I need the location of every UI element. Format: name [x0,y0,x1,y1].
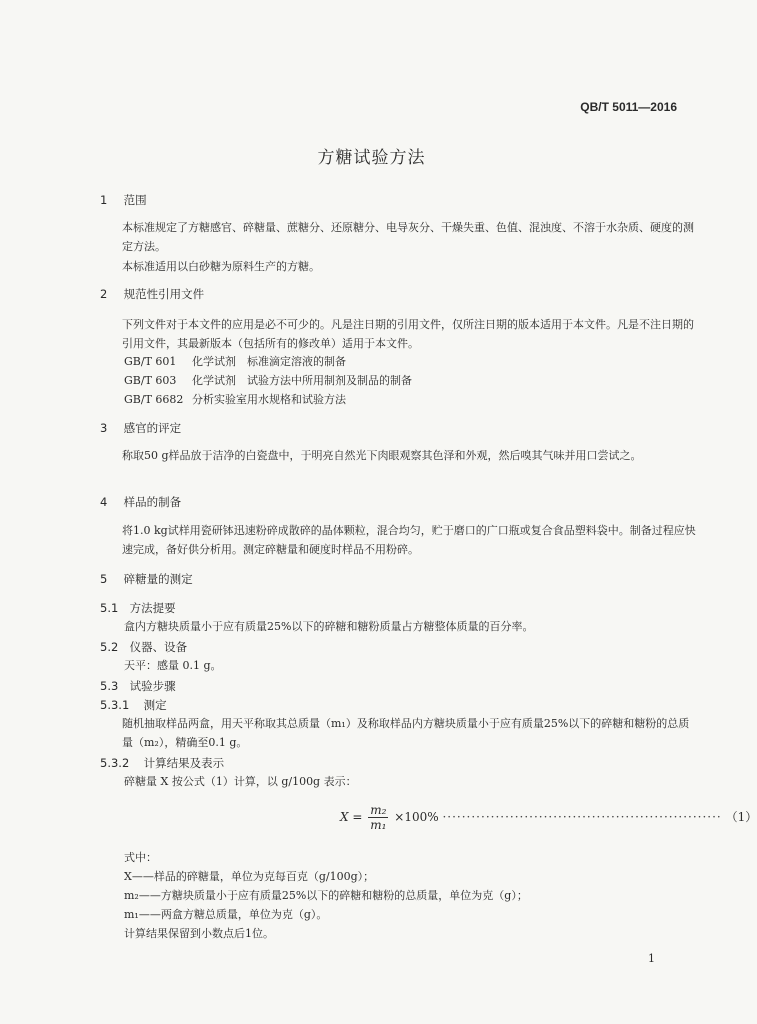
section-1-heading [100,192,147,208]
section-5-3-2-number: 5.3.2 [100,756,130,770]
section-5-3-1-heading [100,697,167,713]
formula-lhs: X = [340,810,363,824]
section-2-paragraph-1: 下列文件对于本文件的应用是必不可少的。凡是注日期的引用文件，仅所注日期的版本适用于本文件。凡是不注日期的引用文件，其最新版本（包括所有的修改单）适用于本文件。 [122,318,694,350]
section-5-number: 5 [100,572,108,586]
where-item: m₂——方糖块质量小于应有质量25%以下的碎糖和糖粉的总质量，单位为克（g）； [124,889,528,902]
section-2-heading [100,286,204,302]
standard-code: QB/T 5011—2016 [580,100,677,114]
section-5-2-number: 5.2 [100,640,119,654]
section-5-3-1-number: 5.3.1 [100,698,130,712]
formula-dots: ·························································· [442,810,722,824]
section-5-2-paragraph: 天平：感量 0.1 g。 [124,659,222,672]
section-5-3-title: 试验步骤 [129,679,176,693]
section-5-3-1-paragraph: 随机抽取样品两盒，用天平称取其总质量（m₁）及称取样品内方糖块质量小于应有质量25%以下的碎糖和糖粉的总质量（m₂），精确至0.1 g。 [122,717,690,749]
section-5-3-number: 5.3 [100,679,119,693]
section-1-paragraph-1: 本标准规定了方糖感官、碎糖量、蔗糖分、还原糖分、电导灰分、干燥失重、色值、混浊度、不溶于水杂质、硬度的测定方法。 [122,221,694,253]
reference-item [124,353,346,369]
section-5-1-paragraph: 盒内方糖块质量小于应有质量25%以下的碎糖和糖粉质量占方糖整体质量的百分率。 [124,620,534,633]
page-title: 方糖试验方法 [317,148,426,168]
section-5-heading [100,571,193,587]
where-note: 计算结果保留到小数点后1位。 [124,927,274,940]
page-number: 1 [648,952,655,965]
where-intro: 式中： [124,851,157,864]
section-5-1-title: 方法提要 [129,601,176,615]
section-3-number: 3 [100,421,108,435]
formula-fraction [368,803,388,832]
reference-code: GB/T 603 [124,374,177,387]
section-4-paragraph-1: 将1.0 kg试样用瓷研钵迅速粉碎成散碎的晶体颗粒，混合均匀，贮于磨口的广口瓶或复合食品塑料袋中。制备过程应快速完成，备好供分析用。测定碎糖量和硬度时样品不用粉碎。 [122,524,696,556]
section-5-3-2-heading [100,755,224,771]
reference-title: 分析实验室用水规格和试验方法 [192,393,346,406]
reference-title: 化学试剂 标准滴定溶液的制备 [192,355,346,368]
section-2-title: 规范性引用文件 [123,287,205,301]
where-item: X——样品的碎糖量，单位为克每百克（g/100g）； [124,870,375,883]
formula-numerator: m₂ [370,803,387,817]
section-3-heading [100,420,181,436]
section-5-3-heading [100,678,176,694]
formula [340,803,757,832]
reference-code: GB/T 6682 [124,393,184,406]
section-4-title: 样品的制备 [123,495,182,509]
section-2-number: 2 [100,287,108,301]
section-1-paragraph-2: 本标准适用以白砂糖为原料生产的方糖。 [122,260,320,273]
reference-item [124,391,346,407]
section-4-number: 4 [100,495,108,509]
section-5-title: 碎糖量的测定 [123,572,193,586]
section-5-1-heading [100,600,176,616]
reference-item [124,372,412,388]
section-5-2-heading [100,639,187,655]
reference-title: 化学试剂 试验方法中所用制剂及制品的制备 [192,374,412,387]
section-5-1-number: 5.1 [100,601,119,615]
formula-rhs: ×100% [394,810,439,824]
section-3-paragraph-1: 称取50 g样品放于洁净的白瓷盘中，于明亮自然光下肉眼观察其色泽和外观，然后嗅其气味并用口尝试之。 [122,449,642,462]
formula-denominator: m₁ [370,818,387,832]
section-5-2-title: 仪器、设备 [129,640,188,654]
formula-label: （1） [725,810,757,824]
section-5-3-1-title: 测定 [143,698,167,712]
section-1-title: 范围 [123,193,147,207]
section-1-number: 1 [100,193,108,207]
section-5-3-2-title: 计算结果及表示 [143,756,225,770]
section-5-3-2-paragraph: 碎糖量 X 按公式（1）计算，以 g/100g 表示： [124,775,357,788]
where-item: m₁——两盒方糖总质量，单位为克（g）。 [124,908,328,921]
section-4-heading [100,494,181,510]
reference-code: GB/T 601 [124,355,177,368]
section-3-title: 感官的评定 [123,421,182,435]
